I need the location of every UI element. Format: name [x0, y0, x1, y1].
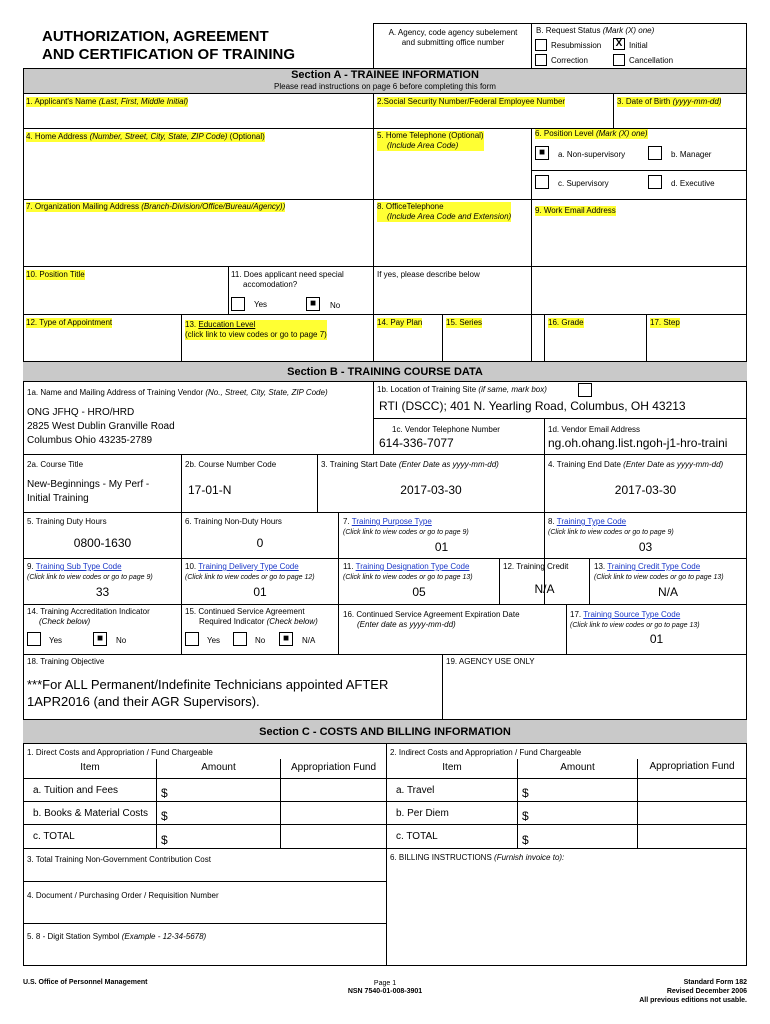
start-date-label: 3. Training Start Date (Enter Date as yyyy-mm-dd): [321, 460, 499, 469]
books-amount[interactable]: $: [161, 809, 168, 823]
dob-label: 3. Date of Birth (yyyy-mm-dd): [617, 97, 722, 106]
amount-header: Amount: [560, 762, 595, 773]
fund-header: Appropriation Fund: [649, 761, 735, 772]
csa-na-label: N/A: [302, 636, 316, 645]
series-label: 15. Series: [446, 318, 483, 327]
direct-costs-label: 1. Direct Costs and Appropriation / Fund Chargeable: [27, 748, 213, 757]
training-credit-value[interactable]: N/A: [534, 582, 555, 596]
accreditation-label: 14. Training Accreditation Indicator (Check below): [27, 607, 150, 626]
vendor-address[interactable]: ONG JFHQ - HRO/HRD 2825 West Dublin Granville Road Columbus Ohio 43235-2789: [27, 407, 175, 446]
position-level-label: 6. Position Level (Mark (X) one): [535, 129, 648, 138]
non-gov-cost-label: 3. Total Training Non-Government Contribution Cost: [27, 855, 211, 864]
executive-label: d. Executive: [671, 179, 715, 188]
duty-hours-value[interactable]: 0800-1630: [73, 536, 132, 550]
training-site-value[interactable]: RTI (DSCC); 401 N. Yearling Road, Columbus, OH 43213: [379, 399, 686, 413]
credit-type-label: 13. Training Credit Type Code (Click link to view codes or go to page 13): [594, 562, 724, 581]
training-type-label: 8. Training Type Code (Click link to view codes or go to page 9): [548, 517, 674, 536]
travel-label: a. Travel: [396, 785, 435, 796]
training-type-link[interactable]: Training Type Code: [556, 517, 627, 526]
cancellation-label: Cancellation: [629, 56, 674, 65]
supervisory-label: c. Supervisory: [558, 179, 609, 188]
training-site-label: 1b. Location of Training Site (if same, mark box): [377, 385, 547, 394]
amount-header: Amount: [201, 762, 236, 773]
accreditation-yes-checkbox[interactable]: [27, 632, 41, 646]
billing-instructions-label: 6. BILLING INSTRUCTIONS (Furnish invoice to):: [390, 853, 565, 862]
accreditation-yes-label: Yes: [49, 636, 63, 645]
accommodation-label: 11. Does applicant need special accomodation?: [231, 270, 344, 289]
csa-yes-checkbox[interactable]: [185, 632, 199, 646]
course-title-label: 2a. Course Title: [27, 460, 84, 469]
accreditation-no-label: No: [116, 636, 127, 645]
ssn-label: 2.Social Security Number/Federal Employee Number: [377, 97, 566, 106]
home-phone-label: 5. Home Telephone (Optional) (Include Area Code): [377, 131, 484, 150]
agency-use-label: 19. AGENCY USE ONLY: [446, 657, 535, 666]
training-credit-label: 12. Training Credit: [503, 562, 569, 571]
accreditation-no-checkbox[interactable]: ■: [93, 632, 107, 646]
non-supervisory-checkbox[interactable]: ■: [535, 146, 549, 160]
accommodation-no-label: No: [330, 301, 341, 310]
delivery-type-value[interactable]: 01: [253, 585, 267, 599]
initial-checkbox[interactable]: X: [613, 38, 625, 50]
end-date-label: 4. Training End Date (Enter Date as yyyy-mm-dd): [548, 460, 724, 469]
csa-no-checkbox[interactable]: [233, 632, 247, 646]
form-number: Standard Form 182 Revised December 2006 All previous editions not usable.: [639, 979, 747, 1004]
end-date-value[interactable]: 2017-03-30: [614, 483, 677, 497]
page-number: Page 1 NSN 7540-01-008-3901: [347, 980, 423, 995]
resubmission-label: Resubmission: [551, 41, 602, 50]
indirect-total-amount[interactable]: $: [522, 833, 529, 847]
credit-type-value[interactable]: N/A: [657, 585, 678, 599]
position-title-label: 10. Position Title: [26, 270, 85, 279]
po-number-label: 4. Document / Purchasing Order / Requisition Number: [27, 891, 219, 900]
correction-checkbox[interactable]: [535, 54, 547, 66]
non-supervisory-label: a. Non-supervisory: [558, 150, 626, 159]
tuition-amount[interactable]: $: [161, 786, 168, 800]
fund-header: Appropriation Fund: [290, 762, 377, 773]
training-type-value[interactable]: 03: [638, 540, 653, 554]
travel-amount[interactable]: $: [522, 786, 529, 800]
item-header: Item: [442, 762, 462, 773]
per-diem-label: b. Per Diem: [396, 808, 449, 819]
indirect-total-label: c. TOTAL: [396, 831, 438, 842]
tuition-label: a. Tuition and Fees: [33, 785, 119, 796]
csa-na-checkbox[interactable]: ■: [279, 632, 293, 646]
office-phone-label: 8. OfficeTelephone (Include Area Code and Extension): [377, 202, 512, 221]
executive-checkbox[interactable]: [648, 175, 662, 189]
total-amount[interactable]: $: [161, 833, 168, 847]
designation-type-label: 11. Training Designation Type Code (Click link to view codes or go to page 13): [343, 562, 473, 581]
sub-type-label: 9. Training Sub Type Code (Click link to view codes or go to page 9): [27, 562, 153, 581]
duty-hours-label: 5. Training Duty Hours: [27, 517, 107, 526]
pay-plan-label: 14. Pay Plan: [377, 318, 423, 327]
source-type-link[interactable]: Training Source Type Code: [583, 610, 681, 619]
course-number-value[interactable]: 17-01-N: [188, 483, 232, 497]
vendor-phone-label: 1c. Vendor Telephone Number: [392, 425, 500, 434]
cancellation-checkbox[interactable]: [613, 54, 625, 66]
agency-label: A. Agency, code agency subelement and submitting office number: [388, 28, 518, 47]
designation-type-link[interactable]: Training Designation Type Code: [355, 562, 470, 571]
objective-label: 18. Training Objective: [27, 657, 105, 666]
source-type-value[interactable]: 01: [649, 632, 664, 646]
csa-yes-label: Yes: [207, 636, 221, 645]
form-title: AUTHORIZATION, AGREEMENT AND CERTIFICATION OF TRAINING: [42, 28, 296, 63]
purpose-type-value[interactable]: 01: [434, 540, 449, 554]
per-diem-amount[interactable]: $: [522, 809, 529, 823]
vendor-email-label: 1d. Vendor Email Address: [548, 425, 641, 434]
indirect-costs-label: 2. Indirect Costs and Appropriation / Fund Chargeable: [390, 748, 582, 757]
opm-footer: U.S. Office of Personnel Management: [23, 979, 148, 986]
delivery-type-label: 10. Training Delivery Type Code (Click link to view codes or go to page 12): [185, 562, 315, 581]
status-label: B. Request Status (Mark (X) one): [536, 26, 655, 35]
grade-label: 16. Grade: [548, 318, 584, 327]
resubmission-checkbox[interactable]: [535, 39, 547, 51]
purpose-type-label: 7. Training Purpose Type (Click link to view codes or go to page 9): [343, 517, 469, 536]
csa-label: 15. Continued Service Agreement Required Indicator (Check below): [185, 607, 318, 626]
section-a-header: Section A - TRAINEE INFORMATION Please read instructions on page 6 before completing this form: [23, 68, 747, 94]
purpose-type-link[interactable]: Training Purpose Type: [351, 517, 432, 526]
vendor-phone-value[interactable]: 614-336-7077: [379, 436, 454, 450]
appointment-type-label: 12. Type of Appointment: [26, 318, 113, 327]
item-header: Item: [80, 762, 100, 773]
csa-expiration-label: 16. Continued Service Agreement Expiration Date (Enter date as yyyy-mm-dd): [343, 610, 520, 629]
step-label: 17. Step: [650, 318, 680, 327]
manager-label: b. Manager: [671, 150, 712, 159]
org-address-label: 7. Organization Mailing Address (Branch-Division/Office/Bureau/Agency)): [26, 202, 286, 211]
course-number-label: 2b. Course Number Code: [185, 460, 277, 469]
vendor-name-label: 1a. Name and Mailing Address of Training Vendor (No., Street, City, State, ZIP Code): [27, 388, 328, 397]
accommodation-yes-label: Yes: [254, 300, 268, 309]
education-level-link[interactable]: Education Level: [198, 320, 256, 329]
source-type-label: 17. Training Source Type Code (Click link to view codes or go to page 13): [570, 610, 700, 629]
manager-checkbox[interactable]: [648, 146, 662, 160]
education-level-label: 13. Education Level (click link to view codes or go to page 7): [185, 320, 327, 339]
objective-value[interactable]: ***For ALL Permanent/Indefinite Technicians appointed AFTER 1APR2016 (and their AGR Supervisors).: [27, 677, 389, 709]
supervisory-checkbox[interactable]: [535, 175, 549, 189]
work-email-label: 9. Work Email Address: [535, 206, 616, 215]
vendor-email-value[interactable]: ng.oh.ohang.list.ngoh-j1-hro-traini: [548, 436, 728, 450]
accommodation-yes-checkbox[interactable]: [231, 297, 245, 311]
home-address-label: 4. Home Address (Number, Street, City, State, ZIP Code) (Optional): [26, 132, 265, 141]
correction-label: Correction: [551, 56, 588, 65]
csa-no-label: No: [255, 636, 266, 645]
section-b-header: Section B - TRAINING COURSE DATA: [23, 361, 747, 382]
same-site-checkbox[interactable]: [578, 383, 592, 397]
course-title-value[interactable]: New-Beginnings - My Perf - Initial Training: [27, 479, 150, 504]
delivery-type-link[interactable]: Training Delivery Type Code: [198, 562, 299, 571]
accommodation-describe-label: If yes, please describe below: [377, 270, 480, 279]
accommodation-no-checkbox[interactable]: ■: [306, 297, 320, 311]
non-duty-hours-label: 6. Training Non-Duty Hours: [185, 517, 282, 526]
start-date-value[interactable]: 2017-03-30: [400, 483, 462, 497]
credit-type-link[interactable]: Training Credit Type Code: [607, 562, 701, 571]
initial-label: Initial: [629, 41, 648, 50]
total-label: c. TOTAL: [33, 831, 75, 842]
non-duty-hours-value[interactable]: 0: [256, 536, 264, 550]
designation-type-value[interactable]: 05: [412, 585, 426, 599]
section-c-header: Section C - COSTS AND BILLING INFORMATION: [23, 719, 747, 744]
sub-type-value[interactable]: 33: [95, 585, 110, 599]
applicant-name-label: 1. Applicant's Name (Last, First, Middle Initial): [26, 97, 189, 106]
sub-type-link[interactable]: Training Sub Type Code: [35, 562, 122, 571]
station-symbol-label: 5. 8 - Digit Station Symbol (Example - 12-34-5678): [27, 932, 207, 941]
books-label: b. Books & Material Costs: [33, 808, 149, 819]
